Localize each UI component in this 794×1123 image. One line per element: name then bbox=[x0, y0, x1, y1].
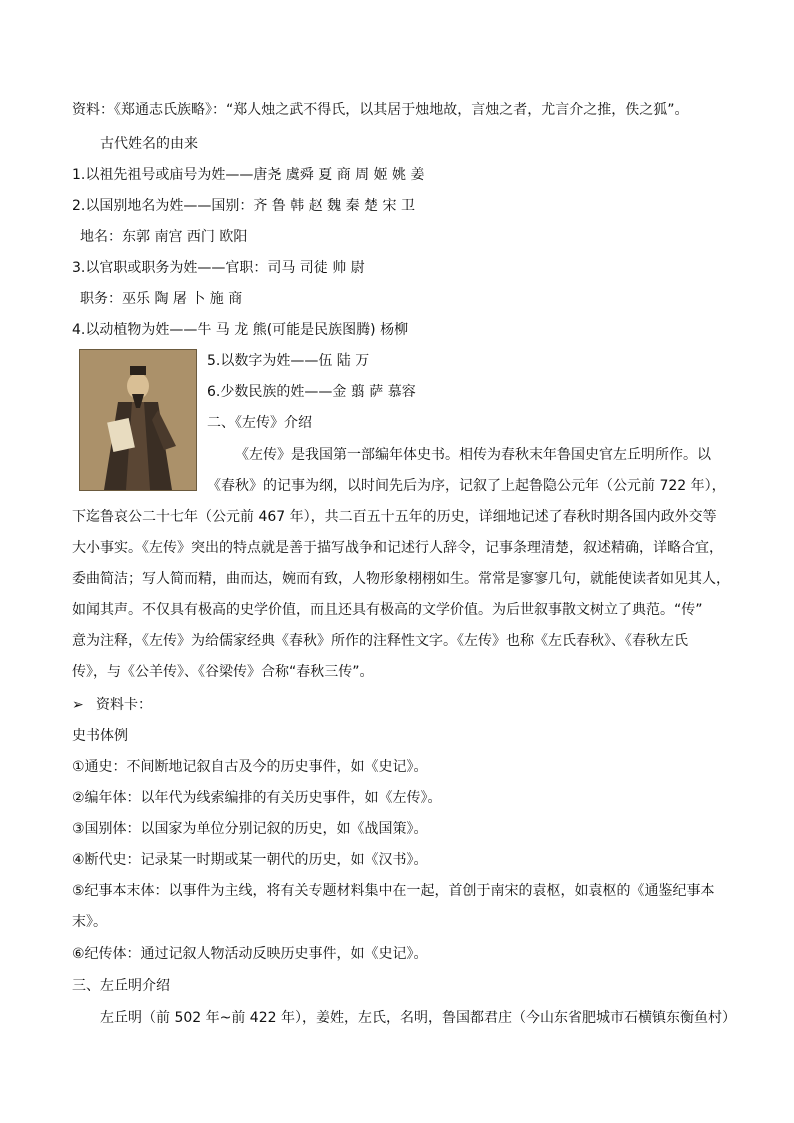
section-origin-title: 古代姓名的由来 bbox=[100, 136, 198, 152]
zuozhuan-line: 委曲简洁；写人简而精，曲而达，婉而有致，人物形象栩栩如生。常常是寥寥几句，就能使读者如见其人， bbox=[72, 571, 730, 587]
history-item: ⑤纪事本末体：以事件为主线，将有关专题材料集中在一起，首创于南宋的袁枢，如袁枢的《通鉴纪事本 bbox=[72, 883, 715, 899]
origin-item: 地名：东郭 南宫 西门 欧阳 bbox=[80, 229, 248, 245]
zuozhuan-line: 传》，与《公羊传》、《谷梁传》合称“春秋三传”。 bbox=[72, 664, 374, 680]
history-title: 史书体例 bbox=[72, 728, 128, 744]
origin-item: 职务：巫乐 陶 屠 卜 施 商 bbox=[80, 291, 243, 307]
section2-title: 二、《左传》介绍 bbox=[207, 415, 312, 431]
arrow-bullet-icon: ➢ bbox=[72, 697, 84, 713]
origin-item: 6.少数民族的姓——金 翦 萨 慕容 bbox=[207, 384, 416, 400]
origin-item: 2.以国别地名为姓——国别：齐 鲁 韩 赵 魏 秦 楚 宋 卫 bbox=[72, 198, 415, 214]
zuozhuan-line: 如闻其声。不仅具有极高的史学价值，而且还具有极高的文学价值。为后世叙事散文树立了典范。“传” bbox=[72, 602, 703, 618]
resource-card-label bbox=[72, 695, 732, 715]
history-item: ⑥纪传体：通过记叙人物活动反映历史事件，如《史记》。 bbox=[72, 946, 428, 962]
origin-item: 3.以官职或职务为姓——官职：司马 司徒 帅 尉 bbox=[72, 260, 365, 276]
history-item: ①通史：不间断地记叙自古及今的历史事件，如《史记》。 bbox=[72, 759, 428, 775]
history-item: ④断代史：记录某一时期或某一朝代的历史，如《汉书》。 bbox=[72, 852, 428, 868]
history-item: ②编年体：以年代为线索编排的有关历史事件，如《左传》。 bbox=[72, 790, 442, 806]
history-item: 末》。 bbox=[72, 914, 107, 930]
zuozhuan-line: 大小事实。《左传》突出的特点就是善于描写战争和记述行人辞令，记事条理清楚，叙述精确，详略合宜， bbox=[72, 540, 723, 556]
origin-item: 4.以动植物为姓——牛 马 龙 熊(可能是民族图腾) 杨柳 bbox=[72, 322, 409, 338]
zuozhuan-line: 《春秋》的记事为纲，以时间先后为序，记叙了上起鲁隐公元年（公元前 722 年）， bbox=[207, 478, 726, 494]
portrait-illustration bbox=[80, 350, 196, 490]
origin-item: 5.以数字为姓——伍 陆 万 bbox=[207, 353, 370, 369]
zuozhuan-line: 意为注释，《左传》为给儒家经典《春秋》所作的注释性文字。《左传》也称《左氏春秋》、《春秋左氏 bbox=[72, 633, 688, 649]
zuoqiuming-line: 左丘明（前 502 年~前 422 年），姜姓，左氏，名明，鲁国都君庄（今山东省肥城市石横镇东衡鱼村） bbox=[100, 1010, 736, 1026]
zuoqiuming-portrait bbox=[79, 349, 197, 491]
history-item: ③国别体：以国家为单位分别记叙的历史，如《战国策》。 bbox=[72, 821, 428, 837]
card-label-text: 资料卡： bbox=[96, 697, 152, 713]
origin-item: 1.以祖先祖号或庙号为姓——唐尧 虞舜 夏 商 周 姬 姚 姜 bbox=[72, 167, 425, 183]
zuozhuan-line: 《左传》是我国第一部编年体史书。相传为春秋末年鲁国史官左丘明所作。以 bbox=[235, 447, 711, 463]
quote-line: 资料：《郑通志氏族略》：“郑人烛之武不得氏，以其居于烛地故，言烛之者，尤言介之推，佚之狐”。 bbox=[72, 102, 689, 118]
zuozhuan-line: 下迄鲁哀公二十七年（公元前 467 年），共二百五十五年的历史，详细地记述了春秋时期各国内政外交等 bbox=[72, 509, 717, 525]
section3-title: 三、左丘明介绍 bbox=[72, 978, 170, 994]
